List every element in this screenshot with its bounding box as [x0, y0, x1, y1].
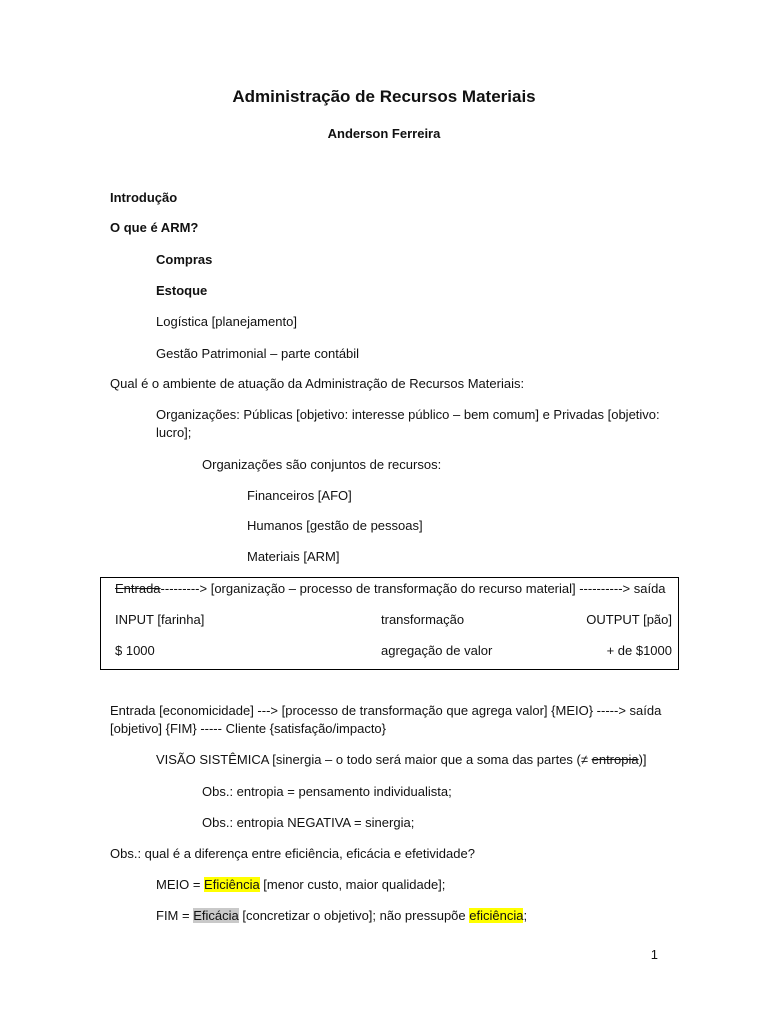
arm-item-compras: Compras	[156, 252, 213, 267]
fim-end: ;	[523, 908, 528, 923]
entrada-rest: ---------> [organização – processo de transformação do recurso material] ----------> saída	[160, 581, 666, 596]
meio-eficiencia	[156, 876, 445, 894]
meio-suffix: [menor custo, maior qualidade];	[259, 877, 446, 892]
document-author: Anderson Ferreira	[327, 126, 441, 141]
page-number: 1	[650, 947, 658, 962]
entrada-strike-word: Entrada	[115, 581, 161, 596]
section-introducao: Introdução	[110, 190, 178, 205]
box-transformacao: transformação	[381, 612, 465, 627]
question-arm: O que é ARM?	[110, 220, 199, 235]
box-entrada-line	[115, 580, 666, 598]
box-agregacao: agregação de valor	[381, 643, 493, 658]
box-input-row	[101, 611, 678, 629]
organizacoes-line-1: Organizações: Públicas [objetivo: interesse público – bem comum] e Privadas [objetivo:	[156, 407, 660, 422]
meio-prefix: MEIO =	[156, 877, 205, 892]
fim-eficacia	[156, 907, 527, 925]
arm-item-estoque: Estoque	[156, 283, 208, 298]
question-ambiente: Qual é o ambiente de atuação da Administração de Recursos Materiais:	[110, 376, 525, 391]
visao-sistemica	[156, 751, 647, 769]
recurso-materiais: Materiais [ARM]	[247, 549, 340, 564]
fim-prefix: FIM =	[156, 908, 194, 923]
transformation-box	[100, 577, 679, 670]
box-output: OUTPUT [pão]	[586, 612, 672, 627]
eficacia-highlight: Eficácia	[193, 908, 239, 923]
box-input: INPUT [farinha]	[115, 612, 205, 627]
arm-item-gestao: Gestão Patrimonial – parte contábil	[156, 346, 360, 361]
recurso-financeiros: Financeiros [AFO]	[247, 488, 352, 503]
obs-diferenca: Obs.: qual é a diferença entre eficiência, eficácia e efetividade?	[110, 846, 475, 861]
eficiencia-highlight: Eficiência	[204, 877, 260, 892]
box-input-value: $ 1000	[115, 643, 155, 658]
box-value-row	[101, 642, 678, 660]
visao-text: VISÃO SISTÊMICA [sinergia – o todo será maior que a soma das partes (≠	[156, 752, 592, 767]
fim-middle: [concretizar o objetivo]; não pressupõe	[238, 908, 470, 923]
document-title: Administração de Recursos Materiais	[232, 87, 536, 106]
organizacoes-line-2: lucro];	[156, 425, 192, 440]
eficiencia-highlight-2: eficiência	[469, 908, 524, 923]
box-entrada-row	[101, 580, 678, 598]
entrada-paragraph-line-2: [objetivo] {FIM} ----- Cliente {satisfação/impacto}	[110, 721, 387, 736]
entrada-paragraph-line-1: Entrada [economicidade] ---> [processo de transformação que agrega valor] {MEIO} -----> saída	[110, 703, 662, 718]
visao-entropia-strike: entropia	[591, 752, 639, 767]
arm-item-logistica: Logística [planejamento]	[156, 314, 297, 329]
obs-entropia-negativa: Obs.: entropia NEGATIVA = sinergia;	[202, 815, 415, 830]
recurso-humanos: Humanos [gestão de pessoas]	[247, 518, 423, 533]
obs-entropia: Obs.: entropia = pensamento individualista;	[202, 784, 452, 799]
box-output-value: + de $1000	[606, 643, 672, 658]
visao-close: )]	[638, 752, 647, 767]
organizacoes-conjuntos: Organizações são conjuntos de recursos:	[202, 457, 442, 472]
